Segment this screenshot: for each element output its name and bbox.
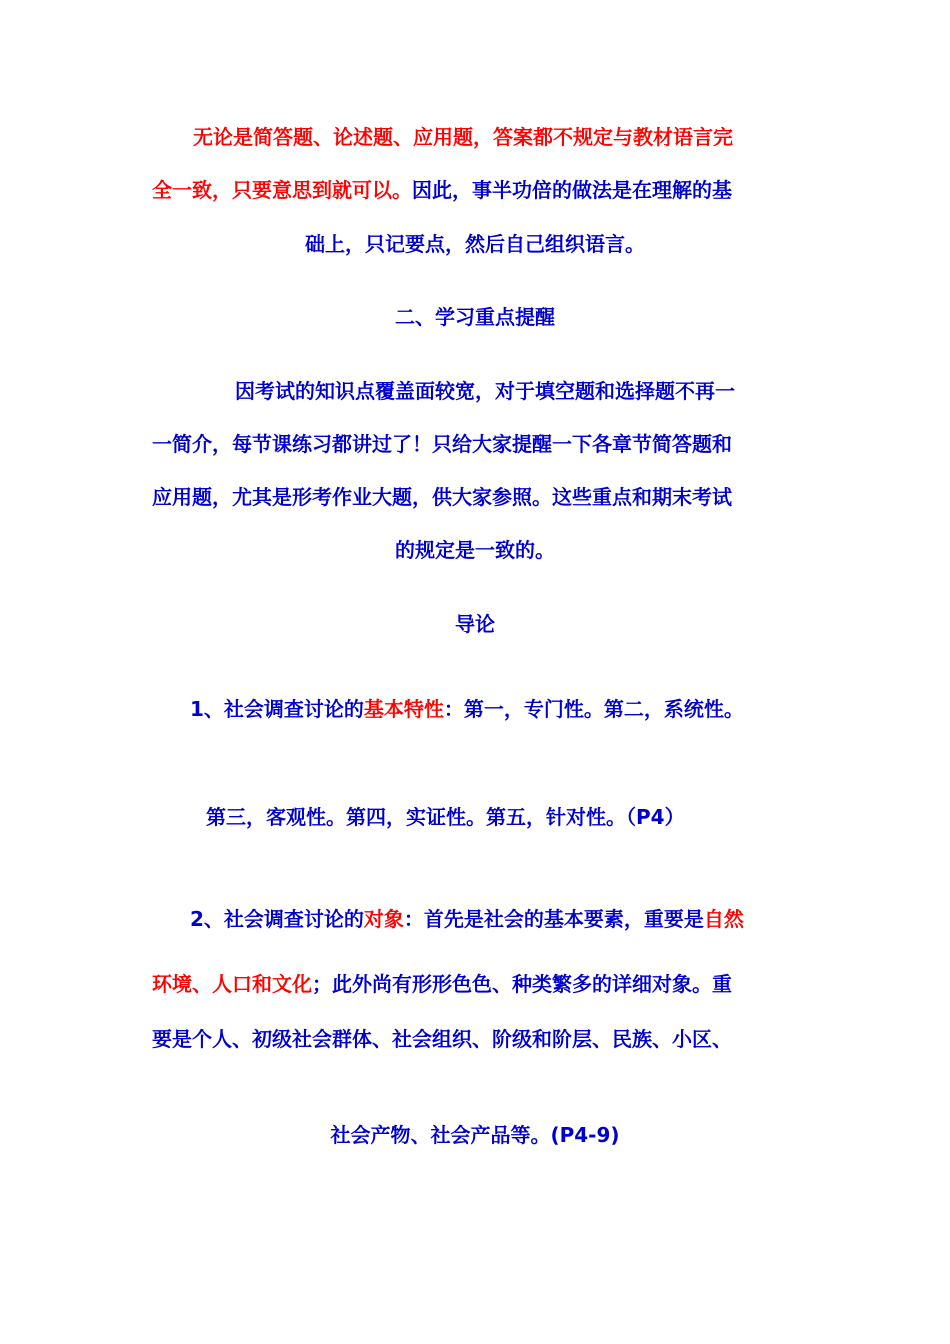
section-para-line-4 — [0, 538, 950, 562]
section-para-line-3-text: 应用题，尤其是形考作业大题，供大家参照。这些重点和期末考试 — [152, 485, 732, 509]
intro-line-1 — [193, 125, 733, 149]
item-1-line-2 — [206, 805, 685, 829]
intro-line-2-blue: 因此，事半功倍的做法是在理解的基 — [412, 178, 732, 202]
item-2-line-4 — [0, 1123, 950, 1147]
item-2-line-3 — [152, 1027, 732, 1051]
section-para-line-4-text: 的规定是一致的。 — [395, 538, 555, 562]
chapter-title — [0, 612, 950, 636]
item-1-prefix: 1、社会调查讨论的 — [190, 697, 364, 721]
item-2-line-2-highlight: 环境、人口和文化 — [152, 972, 312, 996]
section-title-text: 二、学习重点提醒 — [395, 305, 555, 329]
section-para-line-2-text: 一简介，每节课练习都讲过了！只给大家提醒一下各章节简答题和 — [152, 432, 732, 456]
intro-line-1-text: 无论是简答题、论述题、应用题，答案都不规定与教材语言完 — [193, 125, 733, 149]
intro-line-2-red: 全一致，只要意思到就可以。 — [152, 178, 412, 202]
item-2-line-3-text: 要是个人、初级社会群体、社会组织、阶级和阶层、民族、小区、 — [152, 1027, 732, 1051]
section-para-line-3 — [152, 485, 732, 509]
item-1-suffix: ：第一，专门性。第二，系统性。 — [443, 697, 744, 721]
item-2-line-2-rest: ；此外尚有形形色色、种类繁多的详细对象。重 — [312, 972, 732, 996]
section-title — [0, 305, 950, 329]
section-para-line-2 — [152, 432, 732, 456]
intro-line-2 — [152, 178, 732, 202]
intro-line-3-text: 础上，只记要点，然后自己组织语言。 — [305, 232, 645, 256]
item-2-middle: ：首先是社会的基本要素，重要是 — [403, 907, 704, 931]
item-1-line-2-text: 第三，客观性。第四，实证性。第五，针对性。（P4） — [206, 805, 685, 829]
item-2-prefix: 2、社会调查讨论的 — [190, 907, 364, 931]
section-para-line-1-text: 因考试的知识点覆盖面较宽，对于填空题和选择题不再一 — [235, 379, 735, 403]
item-2-line-4-text: 社会产物、社会产品等。(P4-9) — [330, 1123, 620, 1147]
intro-line-3 — [0, 232, 950, 256]
item-2-highlight-1: 对象 — [363, 907, 404, 931]
item-2-line-2 — [152, 972, 732, 996]
item-2-line-1 — [190, 907, 744, 931]
item-2-highlight-2: 自然 — [703, 907, 744, 931]
section-para-line-1 — [235, 379, 735, 403]
item-1-highlight: 基本特性 — [363, 697, 444, 721]
chapter-title-text: 导论 — [455, 612, 495, 636]
item-1-line-1 — [190, 697, 744, 721]
